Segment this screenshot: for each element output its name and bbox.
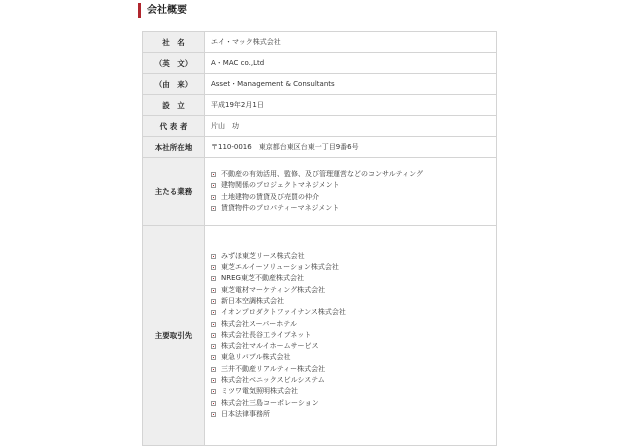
label-business: 主たる業務 [143, 158, 205, 226]
label-established: 設 立 [143, 95, 205, 116]
value-business [205, 158, 497, 226]
bullet-icon [211, 172, 216, 177]
list-item: 株式会社三島コーポレーション [211, 398, 496, 409]
value-company-name: エイ・マック株式会社 [205, 32, 497, 53]
value-established: 平成19年2月1日 [205, 95, 497, 116]
bullet-icon [211, 254, 216, 259]
row-business [143, 158, 497, 226]
bullet-icon [211, 412, 216, 417]
bullet-icon [211, 378, 216, 383]
bullet-icon [211, 401, 216, 406]
list-item: 新日本空調株式会社 [211, 296, 496, 307]
bullet-icon [211, 265, 216, 270]
list-item: ミツワ電気照明株式会社 [211, 386, 496, 397]
company-info-table [142, 31, 497, 446]
bullet-icon [211, 333, 216, 338]
list-item: イオンプロダクトファイナンス株式会社 [211, 307, 496, 318]
label-origin: （由 来） [143, 74, 205, 95]
label-representative: 代 表 者 [143, 116, 205, 137]
bullet-icon [211, 299, 216, 304]
list-item: 東急リバブル株式会社 [211, 352, 496, 363]
list-item: 株式会社スーパーホテル [211, 319, 496, 330]
row-company-name [143, 32, 497, 53]
list-item: 株式会社マルイホームサービス [211, 341, 496, 352]
bullet-icon [211, 344, 216, 349]
row-origin [143, 74, 497, 95]
list-item: NREG東芝不動産株式会社 [211, 273, 496, 284]
value-english-name: A・MAC co.,Ltd [205, 53, 497, 74]
value-origin: Asset・Management & Consultants [205, 74, 497, 95]
list-item: 日本法律事務所 [211, 409, 496, 420]
bullet-icon [211, 195, 216, 200]
bullet-icon [211, 183, 216, 188]
list-item: 三井不動産リアルティー株式会社 [211, 364, 496, 375]
label-clients: 主要取引先 [143, 226, 205, 446]
bullet-icon [211, 389, 216, 394]
value-clients [205, 226, 497, 446]
bullet-icon [211, 367, 216, 372]
bullet-icon [211, 276, 216, 281]
list-item: 賃貸物件のプロパティーマネジメント [211, 203, 496, 214]
value-representative: 片山 功 [205, 116, 497, 137]
list-item: 建物関係のプロジェクトマネジメント [211, 180, 496, 191]
bullet-icon [211, 310, 216, 315]
bullet-icon [211, 322, 216, 327]
clients-list [211, 251, 496, 420]
row-representative [143, 116, 497, 137]
label-address: 本社所在地 [143, 137, 205, 158]
list-item: 東芝電材マーケティング株式会社 [211, 285, 496, 296]
list-item: 不動産の有効活用、監修、及び管理運営などのコンサルティング [211, 169, 496, 180]
list-item: 東芝エルイーソリューション株式会社 [211, 262, 496, 273]
row-address [143, 137, 497, 158]
list-item: 株式会社長谷工ライブネット [211, 330, 496, 341]
business-list [211, 169, 496, 214]
row-english-name [143, 53, 497, 74]
label-english-name: （英 文） [143, 53, 205, 74]
bullet-icon [211, 206, 216, 211]
row-established [143, 95, 497, 116]
list-item: みずほ東芝リース株式会社 [211, 251, 496, 262]
row-clients [143, 226, 497, 446]
list-item: 土地建物の賃貸及び売買の仲介 [211, 192, 496, 203]
value-address: 〒110-0016 東京都台東区台東一丁目9番6号 [205, 137, 497, 158]
label-company-name: 社 名 [143, 32, 205, 53]
section-title: 会社概要 [138, 3, 187, 18]
bullet-icon [211, 355, 216, 360]
bullet-icon [211, 288, 216, 293]
list-item: 株式会社ベニックスビルシステム [211, 375, 496, 386]
